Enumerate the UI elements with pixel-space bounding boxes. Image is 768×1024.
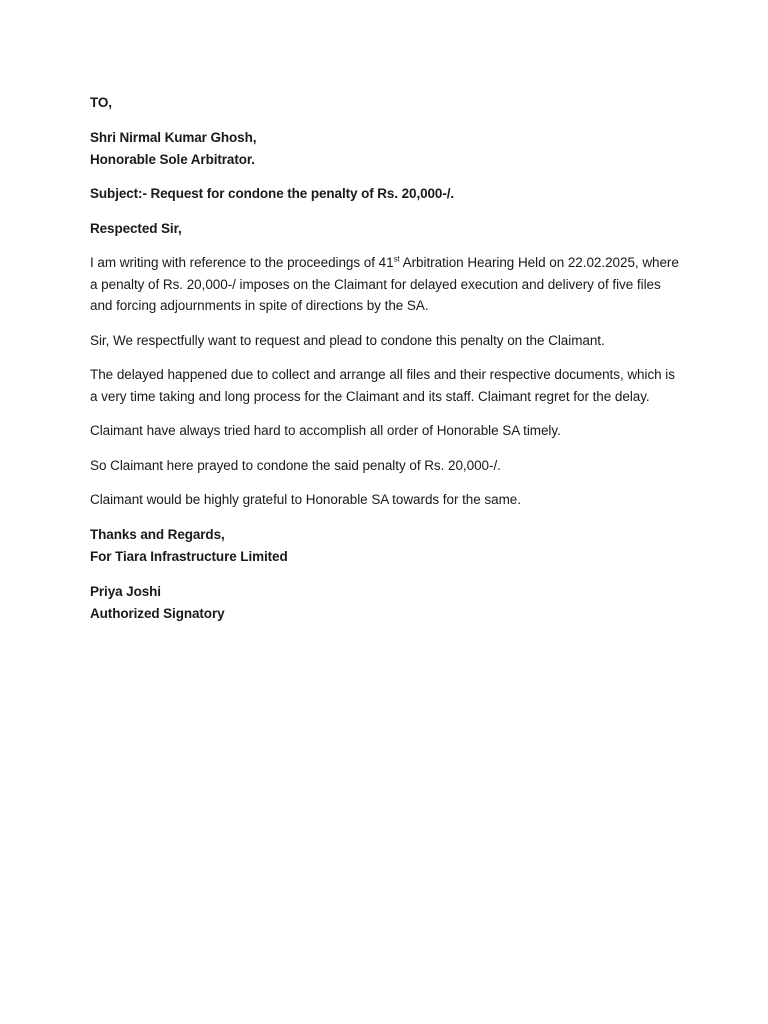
- salutation: Respected Sir,: [90, 221, 182, 236]
- company-name: For Tiara Infrastructure Limited: [90, 548, 288, 564]
- recipient-heading: TO,: [90, 95, 112, 110]
- letter-page: [90, 92, 680, 625]
- paragraph-reason: The delayed happened due to collect and arrange all files and their respective documents, which is a very time taking and long process for the Claimant and its staff. Claimant regret for the delay.: [90, 367, 675, 404]
- paragraph-reference-start: I am writing with reference to the proceedings of 41: [90, 255, 394, 270]
- addressee-title: Honorable Sole Arbitrator.: [90, 152, 255, 167]
- paragraph-reference: [90, 252, 680, 317]
- signature-block: [90, 581, 680, 625]
- subject-line: Subject:- Request for condone the penalty of Rs. 20,000-/.: [90, 186, 455, 201]
- paragraph-prayer: So Claimant here prayed to condone the said penalty of Rs. 20,000-/.: [90, 457, 501, 473]
- ordinal-suffix: st: [393, 254, 400, 264]
- signatory-name: Priya Joshi: [90, 583, 161, 599]
- closing-block: [90, 524, 680, 568]
- paragraph-request: Sir, We respectfully want to request and plead to condone this penalty on the Claimant.: [90, 332, 605, 348]
- addressee-name: Shri Nirmal Kumar Ghosh,: [90, 130, 257, 145]
- paragraph-effort: Claimant have always tried hard to accomplish all order of Honorable SA timely.: [90, 423, 561, 438]
- signatory-title: Authorized Signatory: [90, 605, 225, 621]
- closing-regards: Thanks and Regards,: [90, 526, 225, 542]
- paragraph-gratitude: Claimant would be highly grateful to Honorable SA towards for the same.: [90, 492, 521, 507]
- paragraph-reference-rest: Arbitration Hearing Held on 22.02.2025, where a penalty of Rs. 20,000-/ imposes on the Claimant for delayed execution and delivery of five files and forcing adjournments in spite of directions by the SA.: [90, 255, 679, 313]
- addressee-block: [90, 127, 680, 171]
